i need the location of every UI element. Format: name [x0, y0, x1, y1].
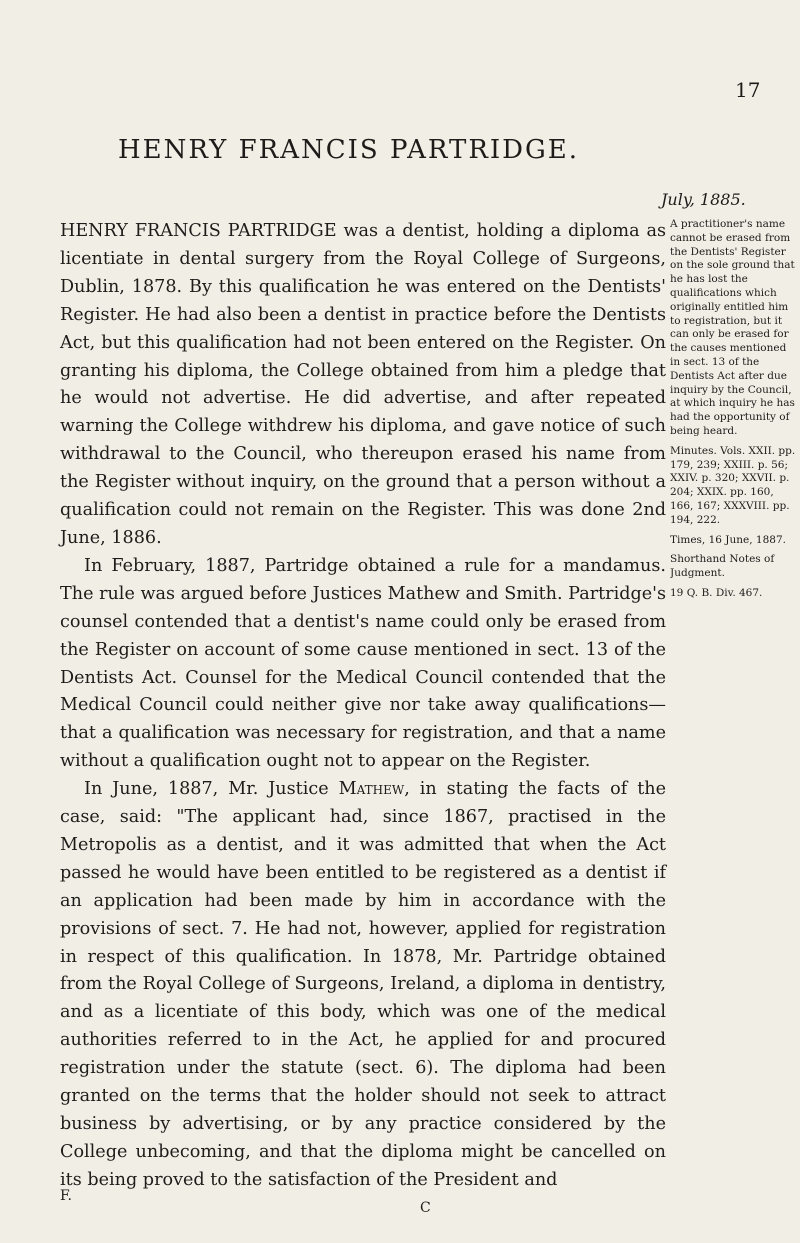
margin-note-summary: A practitioner's name cannot be erased from the Dentists' Register on the sole ground that he has lost the qualifications which originally entitled him to registration, but it can only be erased for the causes mentioned in sect. 13 of the Dentists Act after due inquiry by the Council, at which inquiry he has had the opportunity of being heard. — [670, 218, 795, 437]
page-number: 17 — [735, 78, 761, 102]
margin-notes — [670, 218, 798, 601]
paragraph-2: In February, 1887, Partridge obtained a rule for a mandamus. The rule was argued before Justices Mathew and Smith. Partridge's counsel contended that a dentist's name could only be erased from the Register on account of some cause mentioned in sect. 13 of the Dentists Act. Counsel for the Medical Council contended that the Medical Council could neither give nor take away qualifications—that a qualification was necessary for registration, and that a name without a qualification ought not to appear on the Register. — [60, 555, 667, 772]
sheet-mark: C — [420, 1200, 431, 1216]
date-line: July, 1885. — [661, 190, 746, 209]
signature-mark: F. — [60, 1188, 72, 1204]
paragraph-3-start: In June, 1887, Mr. Justice — [84, 779, 339, 800]
justice-name: Mathew — [338, 779, 405, 800]
page-heading: HENRY FRANCIS PARTRIDGE. — [118, 135, 580, 165]
paragraph-3 — [60, 776, 666, 1195]
main-text — [60, 218, 666, 1195]
margin-note-times: Times, 16 June, 1887. — [670, 533, 786, 546]
paragraph-3-rest: , in stating the facts of the case, said: "The applicant had, since 1867, practised in the Metropolis as a dentist, and it was admitted that when the Act passed he would have been entitled to be registered as a dentist if an application had been made by him in accordance with the provisions of sect. 7. He had not, however, applied for registration in respect of this qualification. In 1878, Mr. Partridge obtained from the Royal College of Surgeons, Ireland, a diploma in dentistry, and as a licentiate of this body, which was one of the medical authorities referred to in the Act, he applied for and procured registration under the statute (sect. 6). The diploma had been granted on the terms that the holder should not seek to attract business by advertising, or by any practice considered by the College unbecoming, and that the diploma might be cancelled on its being proved to the satisfaction of the President and — [60, 779, 667, 1190]
margin-note-citation: 19 Q. B. Div. 467. — [670, 586, 763, 599]
margin-note-shorthand: Shorthand Notes of Judgment. — [670, 553, 775, 580]
paragraph-1: HENRY FRANCIS PARTRIDGE was a dentist, holding a diploma as licentiate in dental surgery from the Royal College of Surgeons, Dublin, 1878. By this qualification he was entered on the Dentists' Register. He had also been a dentist in practice before the Dentists Act, but this qualification had not been entered on the Register. On granting his diploma, the College obtained from him a pledge that he would not advertise. He did advertise, and after repeated warning the College withdrew his diploma, and gave notice of such withdrawal to the Council, who thereupon erased his name from the Register without inquiry, on the ground that a person without a qualification could not remain on the Register. This was done 2nd June, 1886. — [60, 221, 666, 548]
margin-note-minutes: Minutes. Vols. XXII. pp. 179, 239; XXIII. p. 56; XXIV. p. 320; XXVII. p. 204; XXIX. pp. 160, 166, 167; XXXVIII. pp. 194, 222. — [670, 444, 796, 526]
